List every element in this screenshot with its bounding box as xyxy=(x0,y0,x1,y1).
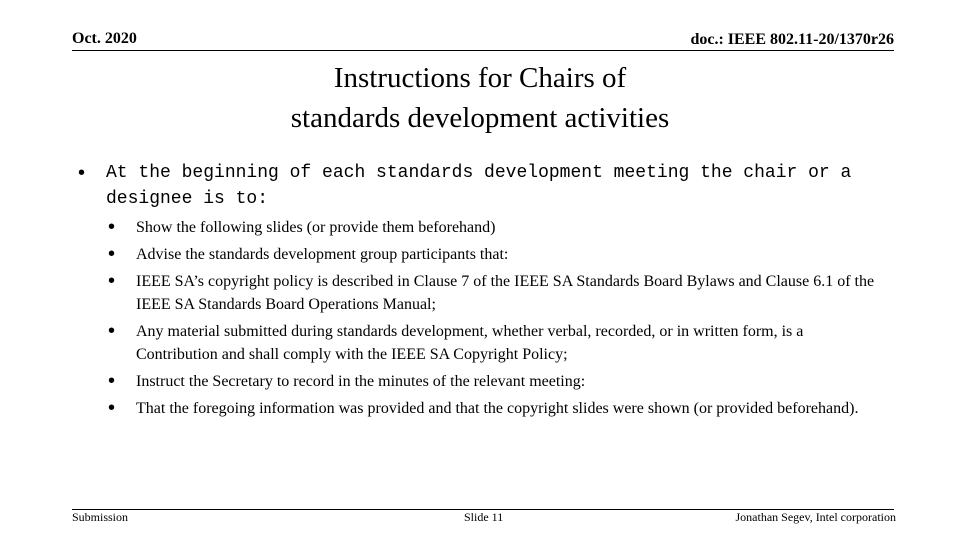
title-line-1: Instructions for Chairs of xyxy=(333,62,627,94)
header-doc-id: doc.: IEEE 802.11-20/1370r26 xyxy=(690,31,894,48)
sub-bullet xyxy=(108,397,878,420)
header-divider xyxy=(72,50,894,51)
sub-bullet-text: Advise the standards development group participants that: xyxy=(136,246,509,263)
footer-slide-number: Slide 11 xyxy=(464,510,504,524)
footer-author: Jonathan Segev, Intel corporation xyxy=(735,510,896,524)
sub-bullet xyxy=(108,320,878,366)
bullet-icon: • xyxy=(108,320,116,342)
bullet-icon: • xyxy=(108,397,116,419)
bullet-icon: • xyxy=(108,270,116,292)
body-content xyxy=(78,160,878,424)
sub-bullet xyxy=(108,370,878,393)
sub-bullet-text: Instruct the Secretary to record in the minutes of the relevant meeting: xyxy=(136,373,586,390)
main-bullet-text: At the beginning of each standards development meeting the chair or a designee is to: xyxy=(106,163,852,209)
main-bullet xyxy=(78,160,878,212)
bullet-icon: • xyxy=(78,162,86,184)
title-line-2: standards development activities xyxy=(290,102,670,134)
sub-bullet-text: Show the following slides (or provide them beforehand) xyxy=(136,219,496,236)
slide-title xyxy=(140,58,820,138)
sub-bullet-text: That the foregoing information was provided and that the copyright slides were shown (or provided beforehand). xyxy=(136,400,859,417)
bullet-icon: • xyxy=(108,243,116,265)
footer-submission: Submission xyxy=(72,510,129,524)
sub-bullet-list xyxy=(108,216,878,420)
bullet-icon: • xyxy=(108,216,116,238)
sub-bullet xyxy=(108,216,878,239)
sub-bullet-text: IEEE SA’s copyright policy is described in Clause 7 of the IEEE SA Standards Board Bylaws and Clause 6.1 of the IEEE SA Standards Board Operations Manual; xyxy=(136,273,875,313)
bullet-icon: • xyxy=(108,370,116,392)
sub-bullet xyxy=(108,270,878,316)
sub-bullet xyxy=(108,243,878,266)
header-date: Oct. 2020 xyxy=(72,30,137,47)
sub-bullet-text: Any material submitted during standards development, whether verbal, recorded, or in written form, is a Contribution and shall comply with the IEEE SA Copyright Policy; xyxy=(136,323,804,363)
